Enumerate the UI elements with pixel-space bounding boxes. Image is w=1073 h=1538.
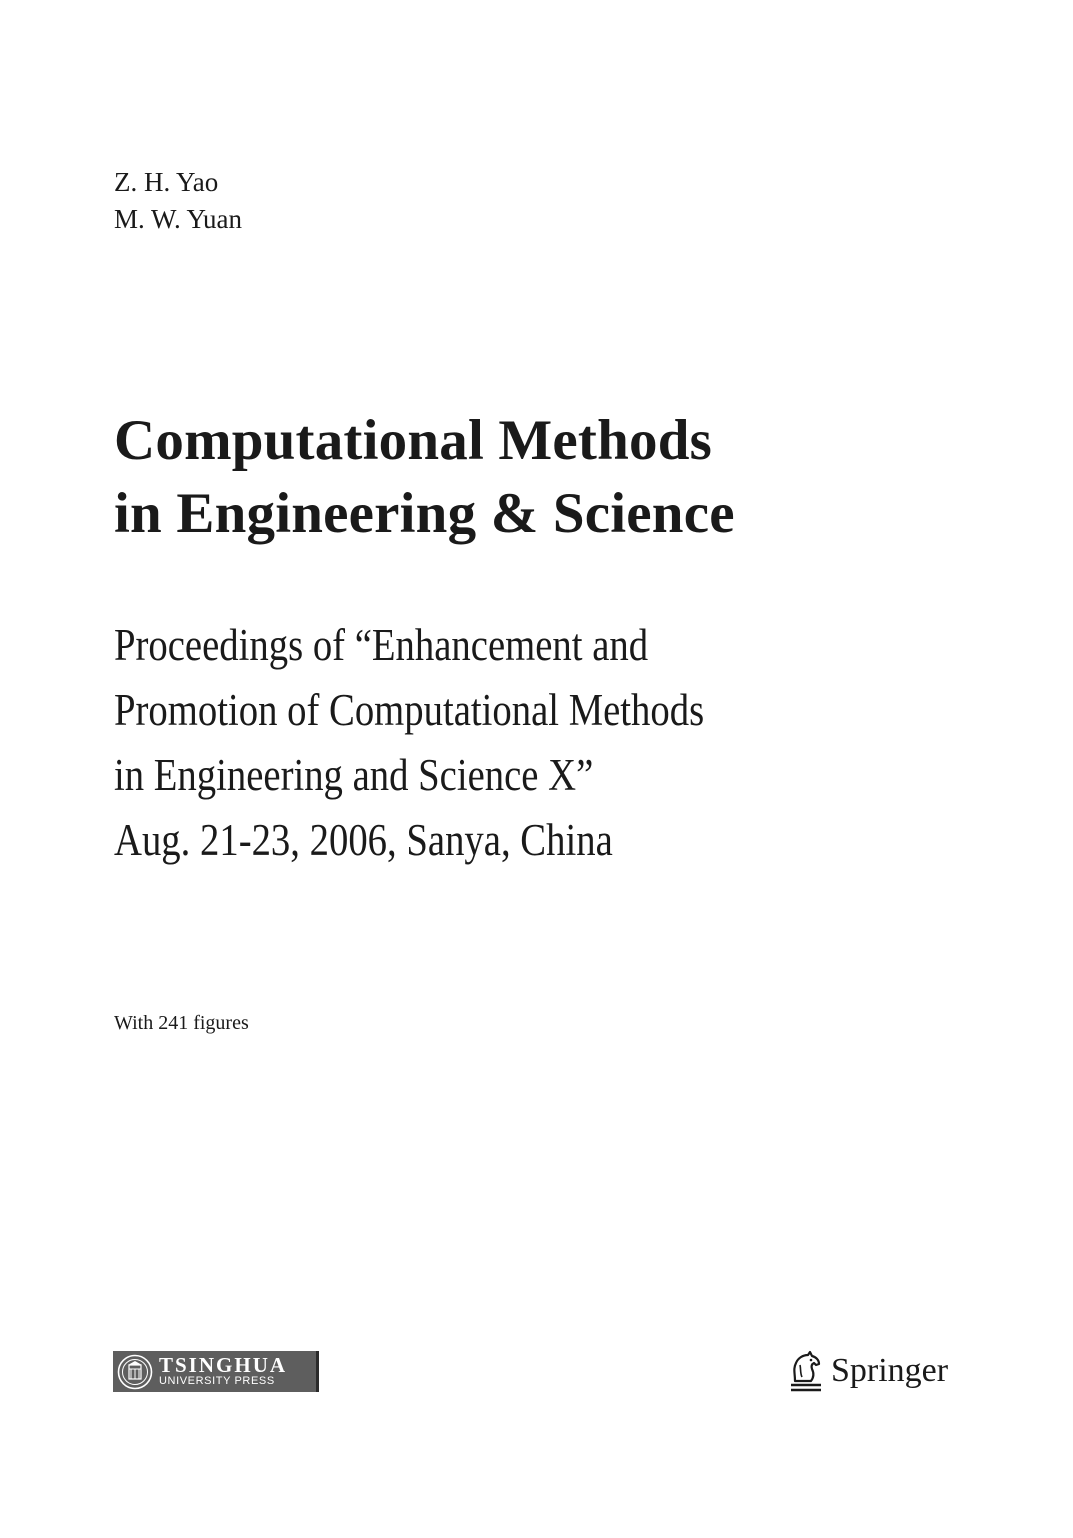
subtitle-line: Promotion of Computational Methods [114, 685, 705, 735]
book-title-line: in Engineering & Science [114, 482, 735, 545]
book-title [114, 404, 735, 550]
springer-name: Springer [831, 1352, 949, 1389]
springer-logo [787, 1346, 948, 1396]
book-title-line: Computational Methods [114, 409, 712, 472]
subtitle-line: Proceedings of “Enhancement and [114, 620, 649, 670]
springer-horse-icon [787, 1349, 825, 1393]
tsinghua-press-label: UNIVERSITY PRESS [159, 1375, 275, 1387]
tsinghua-wordmark [159, 1355, 287, 1388]
author-name: Z. H. Yao [114, 167, 219, 197]
subtitle-line: Aug. 21-23, 2006, Sanya, China [114, 815, 613, 865]
tsinghua-seal-icon [117, 1354, 153, 1390]
tsinghua-university-press-logo [113, 1351, 319, 1392]
proceedings-subtitle [114, 613, 704, 873]
author-name: M. W. Yuan [114, 204, 243, 234]
subtitle-line: in Engineering and Science X” [114, 750, 594, 800]
figures-note: With 241 figures [114, 1012, 249, 1034]
tsinghua-name: TSINGHUA [159, 1353, 288, 1377]
author-list [114, 164, 242, 238]
